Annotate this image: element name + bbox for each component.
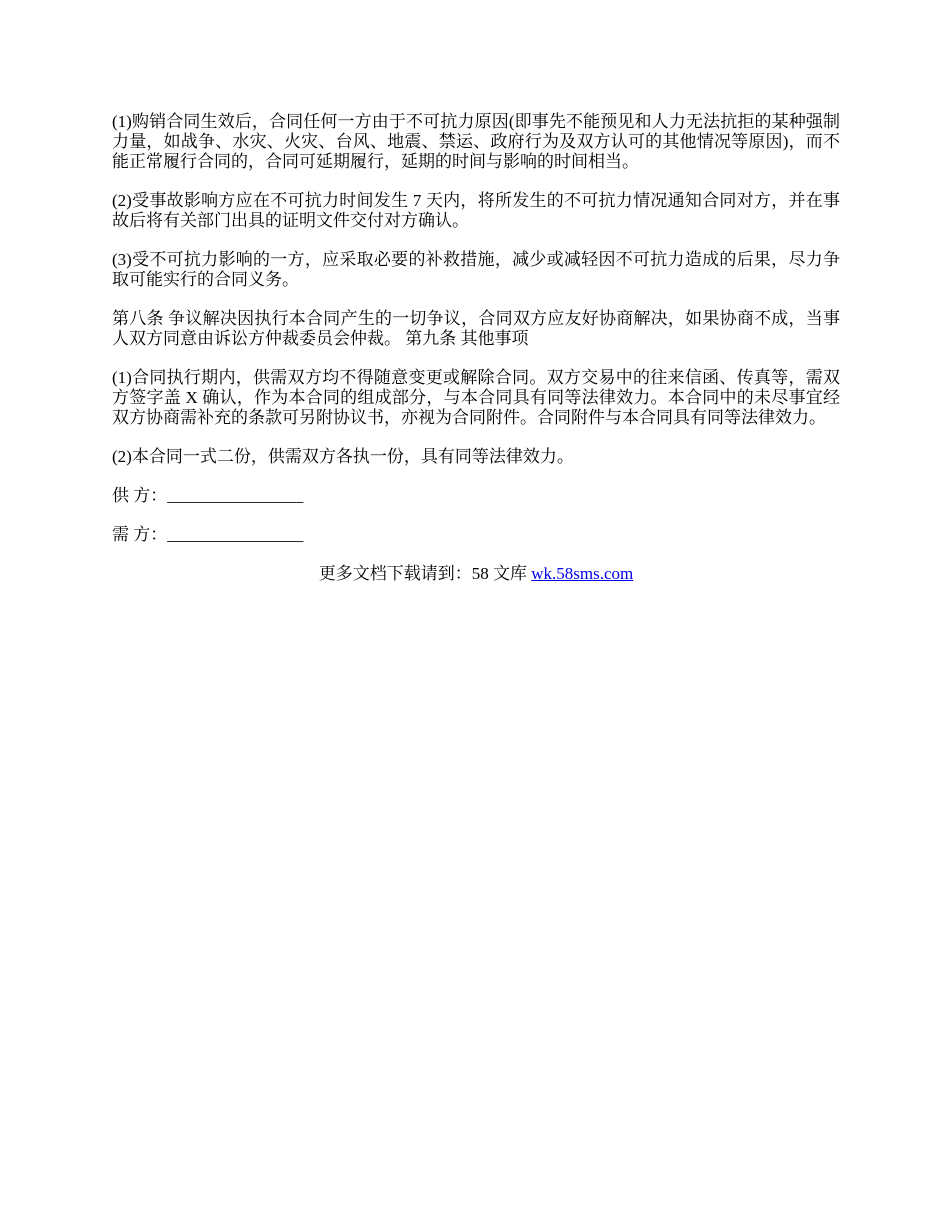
- footer-link[interactable]: wk.58sms.com: [531, 564, 634, 583]
- buyer-signature-line: 需 方：________________: [112, 525, 304, 544]
- clause-other-matters-2: (2)本合同一式二份，供需双方各执一份，具有同等法律效力。: [112, 447, 574, 466]
- clause-force-majeure-3: (3)受不可抗力影响的一方，应采取必要的补救措施，减少或减轻因不可抗力造成的后果，尽力争取可能实行的合同义务。: [112, 250, 840, 289]
- clause-force-majeure-2: (2)受事故影响方应在不可抗力时间发生 7 天内，将所发生的不可抗力情况通知合同对方，并在事故后将有关部门出具的证明文件交付对方确认。: [112, 191, 840, 230]
- download-footer: [112, 564, 840, 584]
- supplier-signature-line: 供 方：________________: [112, 486, 304, 505]
- document-page: [112, 112, 840, 584]
- clause-other-matters-1: (1)合同执行期内，供需双方均不得随意变更或解除合同。双方交易中的往来信函、传真等，需双方签字盖 X 确认，作为本合同的组成部分，与本合同具有同等法律效力。本合同中的未尽事宜经双方协商需补充的条款可另附协议书，亦视为合同附件。合同附件与本合同具有同等法律效力。: [112, 368, 840, 427]
- clause-force-majeure-1: (1)购销合同生效后，合同任何一方由于不可抗力原因(即事先不能预见和人力无法抗拒的某种强制力量，如战争、水灾、火灾、台风、地震、禁运、政府行为及双方认可的其他情况等原因)，而不能正常履行合同的，合同可延期履行，延期的时间与影响的时间相当。: [112, 112, 840, 171]
- clause-dispute-resolution: 第八条 争议解决因执行本合同产生的一切争议，合同双方应友好协商解决，如果协商不成，当事人双方同意由诉讼方仲裁委员会仲裁。 第九条 其他事项: [112, 309, 840, 348]
- footer-text: 更多文档下载请到：58 文库: [318, 564, 532, 583]
